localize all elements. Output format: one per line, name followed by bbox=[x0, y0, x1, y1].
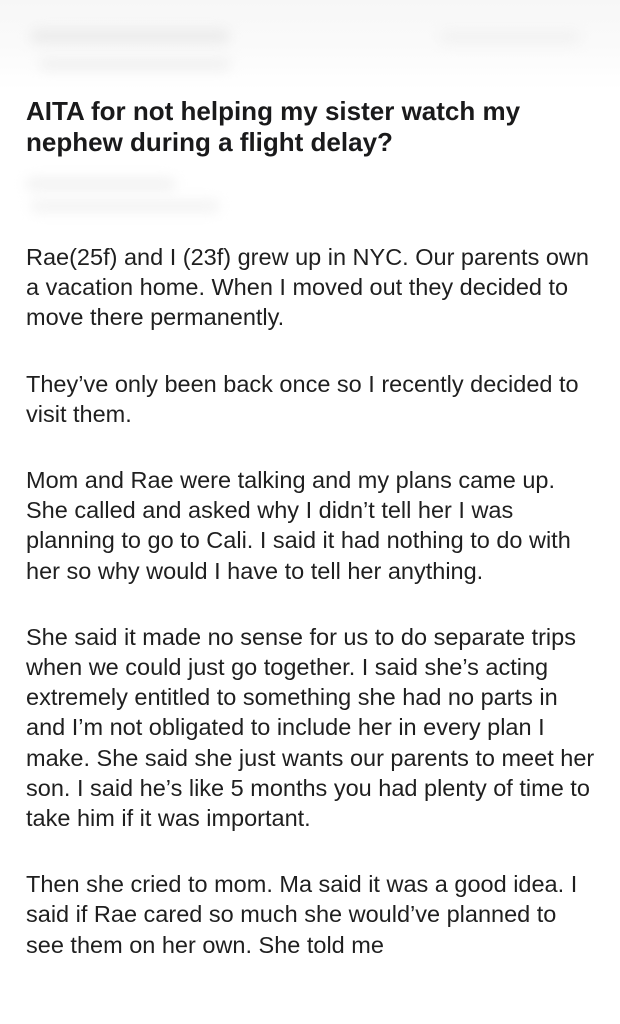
post-title: AITA for not helping my sister watch my nephew during a flight delay? bbox=[26, 96, 521, 157]
post-paragraph-4: She said it made no sense for us to do separate trips when we could just go together. I said she’s acting extremely entitled to something she had no parts in and I’m not obligated to include her in every plan I make. She said she just wants our parents to meet her son. I said he’s like 5 months you had plenty of time to take him if it was important. bbox=[26, 623, 595, 832]
post-paragraph-3: Mom and Rae were talking and my plans came up. She called and asked why I didn’t tell her I was planning to go to Cali. I said it had nothing to do with her so why would I have to tell her anything. bbox=[26, 467, 571, 584]
blurred-username bbox=[30, 28, 230, 44]
blurred-post-meta bbox=[26, 158, 598, 242]
post bbox=[26, 96, 598, 996]
post-paragraph-2: They’ve only been back once so I recently decided to visit them. bbox=[26, 370, 579, 427]
post-paragraph-1: Rae(25f) and I (23f) grew up in NYC. Our parents own a vacation home. When I moved out they decided to move there permanently. bbox=[26, 244, 589, 331]
blurred-meta-line-2 bbox=[30, 200, 220, 212]
blurred-header-right bbox=[440, 30, 580, 44]
post-paragraph-5: Then she cried to mom. Ma said it was a good idea. I said if Rae cared so much she would’ve planned to see them on her own. She told me bbox=[26, 871, 578, 958]
blurred-meta-line-1 bbox=[26, 178, 176, 190]
blurred-header bbox=[0, 0, 620, 90]
blurred-subtitle bbox=[40, 58, 230, 70]
post-body bbox=[26, 242, 598, 960]
